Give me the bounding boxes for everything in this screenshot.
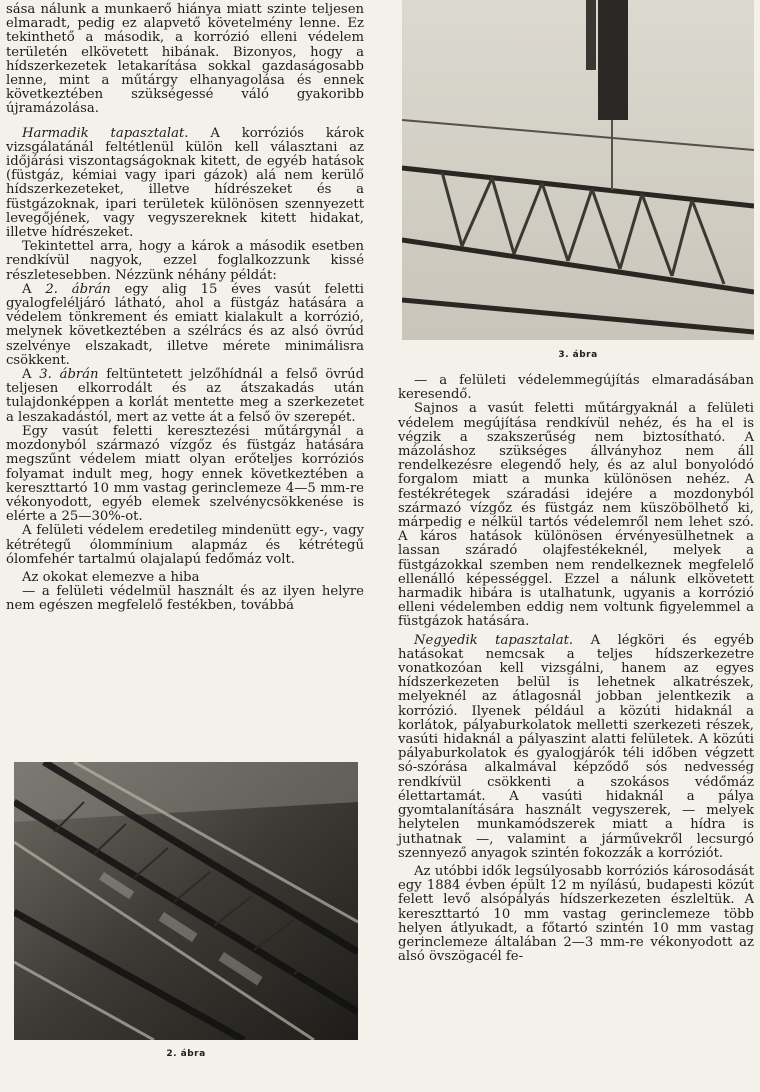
figure-3-photo (402, 0, 754, 340)
paragraph: Az utóbbi idők legsúlyosabb korróziós károsodását egy 1884 évben épült 12 m nyílású, budapesti közút felett levő alsópályás hídszerkezeten észleltük. A kereszttartó 10 mm vastag gerinclemeze több helyen átlyukadt, a főtartó szintén 10 mm vastag gerinclemeze általában 2—3 mm-re vékonyodott az alsó övszögacél fe- (398, 863, 754, 965)
section-lead: Harmadik tapasztalat. (22, 125, 189, 141)
paragraph: Tekintettel arra, hogy a károk a második esetben rendkívül nagyok, ezzel foglalkozzunk kissé részletesebben. Nézzünk néhány példát: (6, 239, 364, 283)
figure-reference: 3. ábrán (39, 367, 99, 383)
paragraph: sása nálunk a munkaerő hiánya miatt szinte teljesen elmaradt, pedig ez alapvető követelmény lenne. Ez tekinthető a második, a korrózió elleni védelem területén elkövetett hibának. Bizonyos, hogy a hídszerkezetek letakarítása sokkal gazdaságosabb lenne, mint a műtárgy elhanyagolása és ennek következtében szükségessé váló gyakoribb újramázolása. (6, 2, 364, 117)
figure-2-photo (14, 762, 358, 1040)
paragraph: Sajnos a vasút feletti műtárgyaknál a felületi védelem megújítása rendkívül nehéz, és ha el is végzik a szakszerűség nem biztosítható. A mázoláshoz szükséges állványhoz nem áll rendelkezésre elegendő hely, és az alul bonyolódó forgalom miatt a munka különösen nehéz. A festékrétegek száradási idejére a mozdonyból származó vízgőz és füstgáz nem küszöbölhető ki, márpedig e nélkül tartós védelemről nem lehet szó. A káros hatások különösen érvényesülhetnek a lassan száradó olajfestékeknél, melyek a füstgázokkal szemben nem rendelkeznek megfelelő ellenálló képességgel. Ezzel a nálunk elkövetett harmadik hibára is utalhatunk, ugyanis a korrózió elleni védelemben eddig nem voltunk figyelemmel a füstgázok hatására. (398, 401, 754, 630)
paragraph: A 3. ábrán feltüntetett jelzőhídnál a felső övrúd teljesen elkorrodált és az átszakadás után tulajdonképpen a korlát mentette meg a szerkezetet a leszakadástól, mert az vette át a felső öv szerepét. (6, 367, 365, 425)
paragraph: Harmadik tapasztalat. A korróziós károk vizsgálatánál feltétlenül külön kell választani az időjárási viszontagságoknak kitett, de egyéb hatások (füstgáz, kémiai vagy ipari gázok) alá nem kerülő hídszerkezeteket, illetve hídrészeket és a füstgázoknak, ipari területek különösen szennyezett levegőjének, vagy vegyszereknek kitett hidakat, illetve hídrészeket. (6, 125, 364, 241)
paragraph: — a felületi védelemmegújítás elmaradásában keresendő. (398, 373, 754, 403)
paragraph: A 2. ábrán egy alig 15 éves vasút feletti gyalogfeléljáró látható, ahol a füstgáz hatására a védelem tönkrement és emiatt kialakult a korrózió, melynek következtében a szélrács és az alsó övrúd szelvénye elszakadt, illetve mérete minimálisra csökkent. (6, 281, 364, 368)
paragraph: Negyedik tapasztalat. A légköri és egyéb hatásokat nemcsak a teljes hídszerkezetre vonatkozóan kell vizsgálni, hanem az egyes hídszerkezeten belül is lehetnek alkatrészek, melyeknél az átlagosnál jobban jelentkezik a korrózió. Ilyenek például a közúti hidaknál a korlátok, pályaburkolatok melletti szerkezeti részek, vasúti hidaknál a pályaszint alatti felületek. A közúti pályaburkolatok és gyalogjárók téli időben végzett só-szórása alkalmával képződő sós nedvesség rendkívül csökkenti a szokásos védőmáz élettartamát. A vasúti hidaknál a pálya gyomtalanítására használt vegyszerek, — melyek helytelen munkamódszerek miatt a hídra is juthatnak —, valamint a járművekről lecsurgó szennyező anyagok szintén fokozzák a korróziót. (398, 632, 754, 861)
section-lead: Negyedik tapasztalat. (414, 632, 574, 648)
figure-3-caption: 3. ábra (558, 350, 598, 360)
paragraph: Az okokat elemezve a hiba (22, 569, 200, 585)
figure-2-caption: 2. ábra (166, 1049, 206, 1059)
paragraph: Egy vasút feletti keresztezési műtárgynál a mozdonyból származó vízgőz és füstgáz hatására megszűnt védelem miatt olyan erőteljes korróziós folyamat indult meg, hogy ennek következtében a kereszttartó 10 mm vastag gerinclemeze 4—5 mm-re vékonyodott, egyéb elemek szelvénycsökkenése is elérte a 25—30%-ot. (6, 423, 364, 525)
paragraph: A felületi védelem eredetileg mindenütt egy-, vagy kétrétegű ólommínium alapmáz és kétrétegű ólomfehér tartalmú olajalapú fedőmáz volt. (6, 523, 364, 567)
paragraph: — a felületi védelmül használt és az ilyen helyre nem egészen megfelelő festékben, továbbá (6, 584, 364, 614)
figure-reference: 2. ábrán (45, 281, 111, 297)
right-column (398, 374, 754, 964)
left-column (6, 3, 364, 614)
